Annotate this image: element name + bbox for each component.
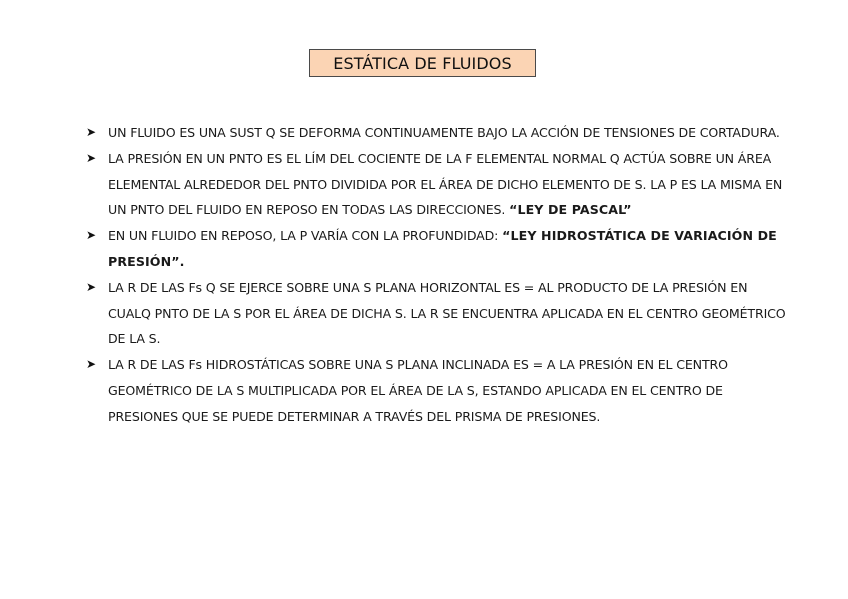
arrow-bullet-icon: ➤ [86, 228, 96, 243]
arrow-bullet-icon: ➤ [86, 357, 96, 372]
list-item-emphasis: “LEY HIDROSTÁTICA DE VARIACIÓN DE PRESIÓN”. [108, 228, 777, 269]
list-item-text: UN FLUIDO ES UNA SUST Q SE DEFORMA CONTINUAMENTE BAJO LA ACCIÓN DE TENSIONES DE CORTADURA. [108, 125, 780, 140]
list-item-emphasis: “LEY DE PASCAL” [509, 202, 632, 218]
list-item-text: LA R DE LAS Fs HIDROSTÁTICAS SOBRE UNA S PLANA INCLINADA ES = A LA PRESIÓN EN EL CENTRO GEOMÉTRICO DE LA S MULTIPLICADA POR EL ÁREA DE LA S, ESTANDO APLICADA EN EL CENTRO DE PRESIONES QUE SE PUEDE DETERMINAR A TRAVÉS DEL PRISMA DE PRESIONES. [108, 357, 728, 424]
page-title: ESTÁTICA DE FLUIDOS [309, 49, 536, 77]
list-item-text: LA R DE LAS Fs Q SE EJERCE SOBRE UNA S PLANA HORIZONTAL ES = AL PRODUCTO DE LA PRESIÓN EN CUALQ PNTO DE LA S POR EL ÁREA DE DICHA S. LA R SE ENCUENTRA APLICADA EN EL CENTRO GEOMÉTRICO DE LA S. [108, 279, 786, 347]
list-item-text: EN UN FLUIDO EN REPOSO, LA P VARÍA CON LA PROFUNDIDAD: [108, 228, 499, 244]
arrow-bullet-icon: ➤ [86, 279, 96, 294]
list-item [86, 120, 786, 146]
list-item [86, 223, 786, 275]
list-item [86, 352, 786, 429]
arrow-bullet-icon: ➤ [86, 150, 96, 165]
arrow-bullet-icon: ➤ [86, 125, 96, 139]
list-item-text: LA PRESIÓN EN UN PNTO ES EL LÍM DEL COCIENTE DE LA F ELEMENTAL NORMAL Q ACTÚA SOBRE UN ÁREA ELEMENTAL ALREDEDOR DEL PNTO DIVIDIDA POR EL ÁREA DE DICHO ELEMENTO DE S. LA P ES LA MISMA EN UN PNTO DEL FLUIDO EN REPOSO EN TODAS LAS DIRECCIONES. [108, 150, 783, 218]
list-item [86, 275, 786, 352]
bullet-list [86, 120, 786, 430]
list-item [86, 146, 786, 223]
